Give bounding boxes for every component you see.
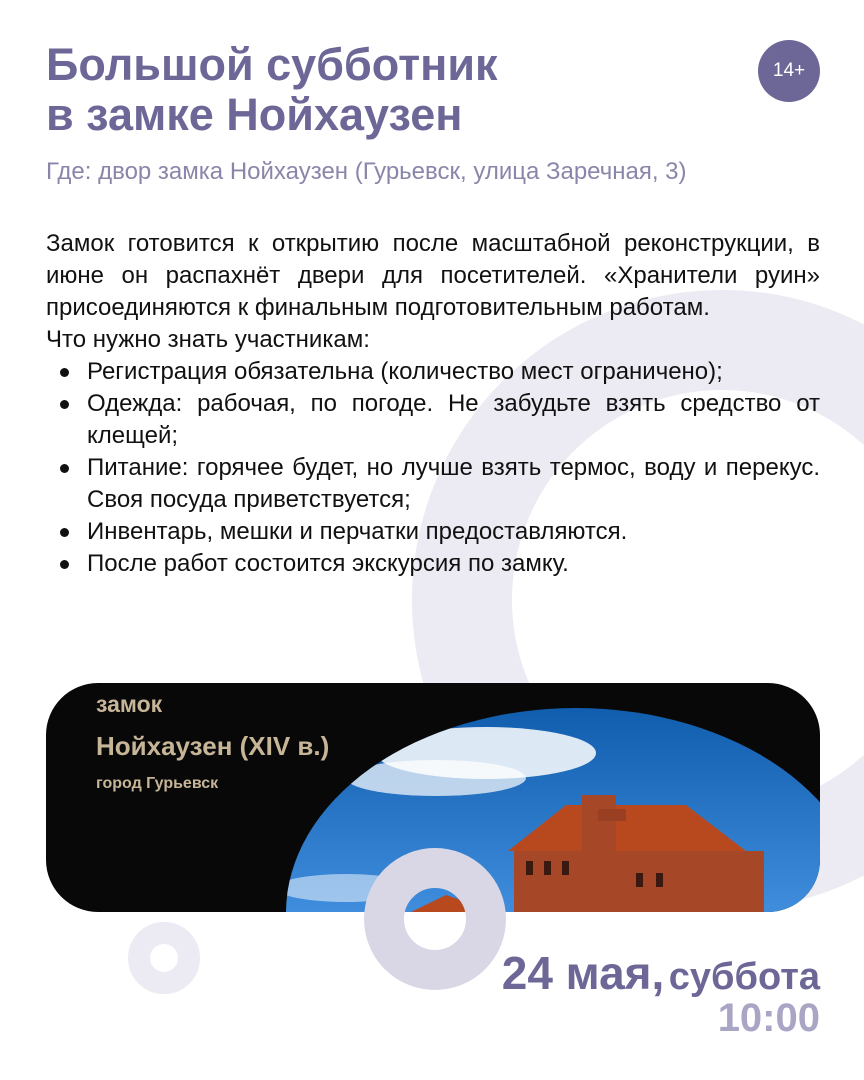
page-title <box>46 40 726 140</box>
photo-caption-line-3: город Гурьевск <box>96 775 219 792</box>
photo-caption-line-2: Нойхаузен (XIV в.) <box>96 731 330 761</box>
list-heading: Что нужно знать участникам: <box>46 326 370 353</box>
event-time: 10:00 <box>717 996 820 1040</box>
list-item: Регистрация обязательна (количество мест ограничено); <box>46 356 820 388</box>
decorative-ring-small <box>128 922 200 994</box>
decorative-ring-medium <box>364 848 506 990</box>
age-rating-badge: 14+ <box>758 40 820 102</box>
event-description <box>46 228 820 580</box>
list-item: Инвентарь, мешки и перчатки предоставляются. <box>46 516 820 548</box>
date-weekday: суббота <box>668 956 820 998</box>
title-line-2: в замке Нойхаузен <box>46 89 463 140</box>
event-location: Где: двор замка Нойхаузен (Гурьевск, улица Заречная, 3) <box>46 158 687 185</box>
title-line-1: Большой субботник <box>46 39 498 90</box>
photo-caption-line-1: замок <box>96 691 163 717</box>
list-item: Питание: горячее будет, но лучше взять термос, воду и перекус. Своя посуда приветствуется; <box>46 452 820 516</box>
date-day-month: 24 мая, <box>501 947 665 999</box>
event-date <box>502 946 820 1000</box>
intro-paragraph: Замок готовится к открытию после масштабной реконструкции, в июне он распахнёт двери для посетителей. «Хранители руин» присоединяются к финальным подготовительным работам. <box>46 230 820 321</box>
list-item: После работ состоится экскурсия по замку. <box>46 548 820 580</box>
participant-info-list <box>46 356 820 580</box>
list-item: Одежда: рабочая, по погоде. Не забудьте взять средство от клещей; <box>46 388 820 452</box>
